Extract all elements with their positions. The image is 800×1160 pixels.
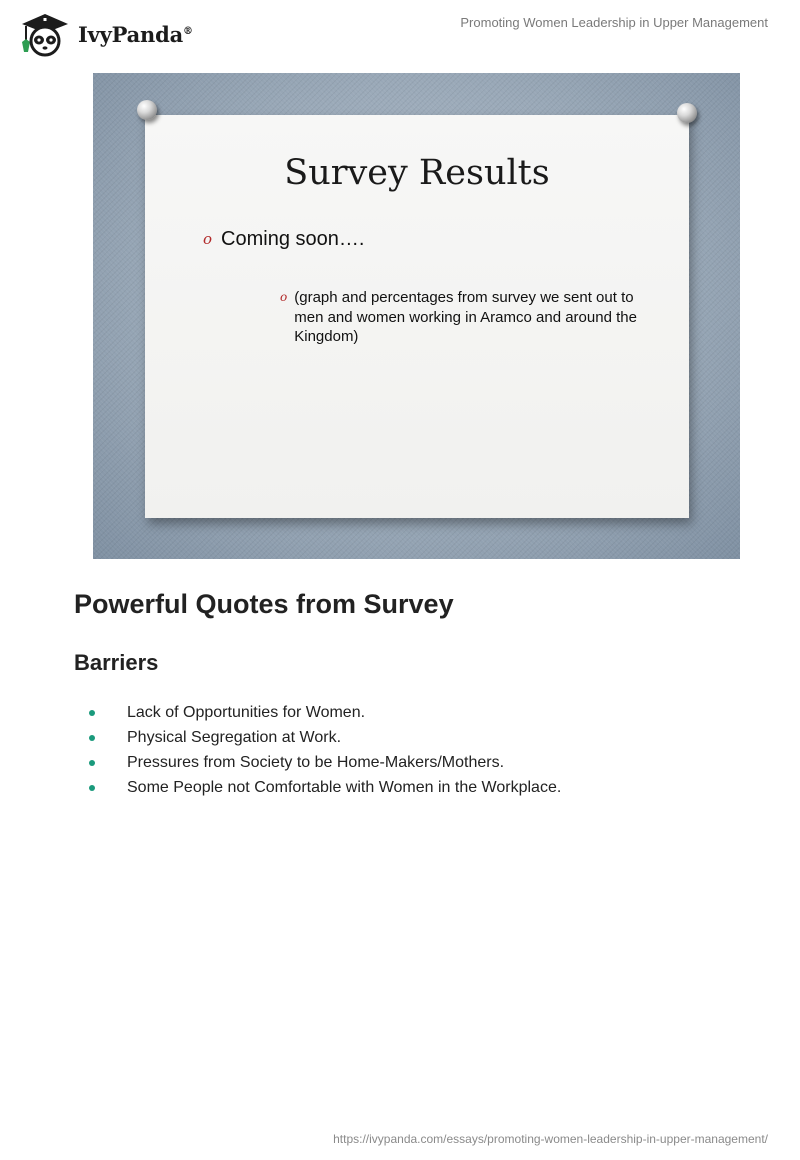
slide-bullet: [203, 228, 364, 251]
slide-sub-bullet-text: (graph and percentages from survey we sent out to men and women working in Aramco and around the Kingdom): [294, 289, 637, 345]
list-item: [88, 750, 561, 775]
bullet-dot-icon: [89, 735, 95, 741]
pushpin-left-icon: [137, 100, 157, 120]
bullet-o-icon: o: [203, 230, 213, 248]
list-item: [88, 700, 561, 725]
list-item-text: Some People not Comfortable with Women in the Workplace.: [127, 778, 562, 796]
document-title: Promoting Women Leadership in Upper Management: [460, 15, 768, 30]
panda-graduate-icon: [16, 10, 74, 58]
list-item-text: Lack of Opportunities for Women.: [127, 703, 366, 721]
bullet-dot-icon: [89, 785, 95, 791]
bullet-dot-icon: [89, 760, 95, 766]
slide-paper: [145, 115, 689, 518]
list-item-text: Pressures from Society to be Home-Makers/Mothers.: [127, 753, 505, 771]
bullet-dot-icon: [89, 710, 95, 716]
footer-url-link[interactable]: https://ivypanda.com/essays/promoting-women-leadership-in-upper-management/: [333, 1132, 768, 1146]
slide-title: Survey Results: [284, 153, 550, 193]
ivypanda-logo[interactable]: [16, 10, 193, 58]
slide-bullet-text: Coming soon….: [221, 228, 365, 250]
section-heading: Powerful Quotes from Survey: [74, 589, 454, 619]
subsection-heading: Barriers: [74, 650, 159, 675]
list-item: [88, 775, 561, 800]
list-item-text: Physical Segregation at Work.: [127, 728, 342, 746]
list-item: [88, 725, 561, 750]
brand-name: IvyPanda®: [78, 21, 193, 47]
slide-sub-bullet: [280, 288, 640, 347]
slide-image: [93, 73, 740, 559]
barriers-list: [88, 700, 561, 800]
sub-bullet-o-icon: o: [280, 290, 288, 304]
pushpin-right-icon: [677, 103, 697, 123]
